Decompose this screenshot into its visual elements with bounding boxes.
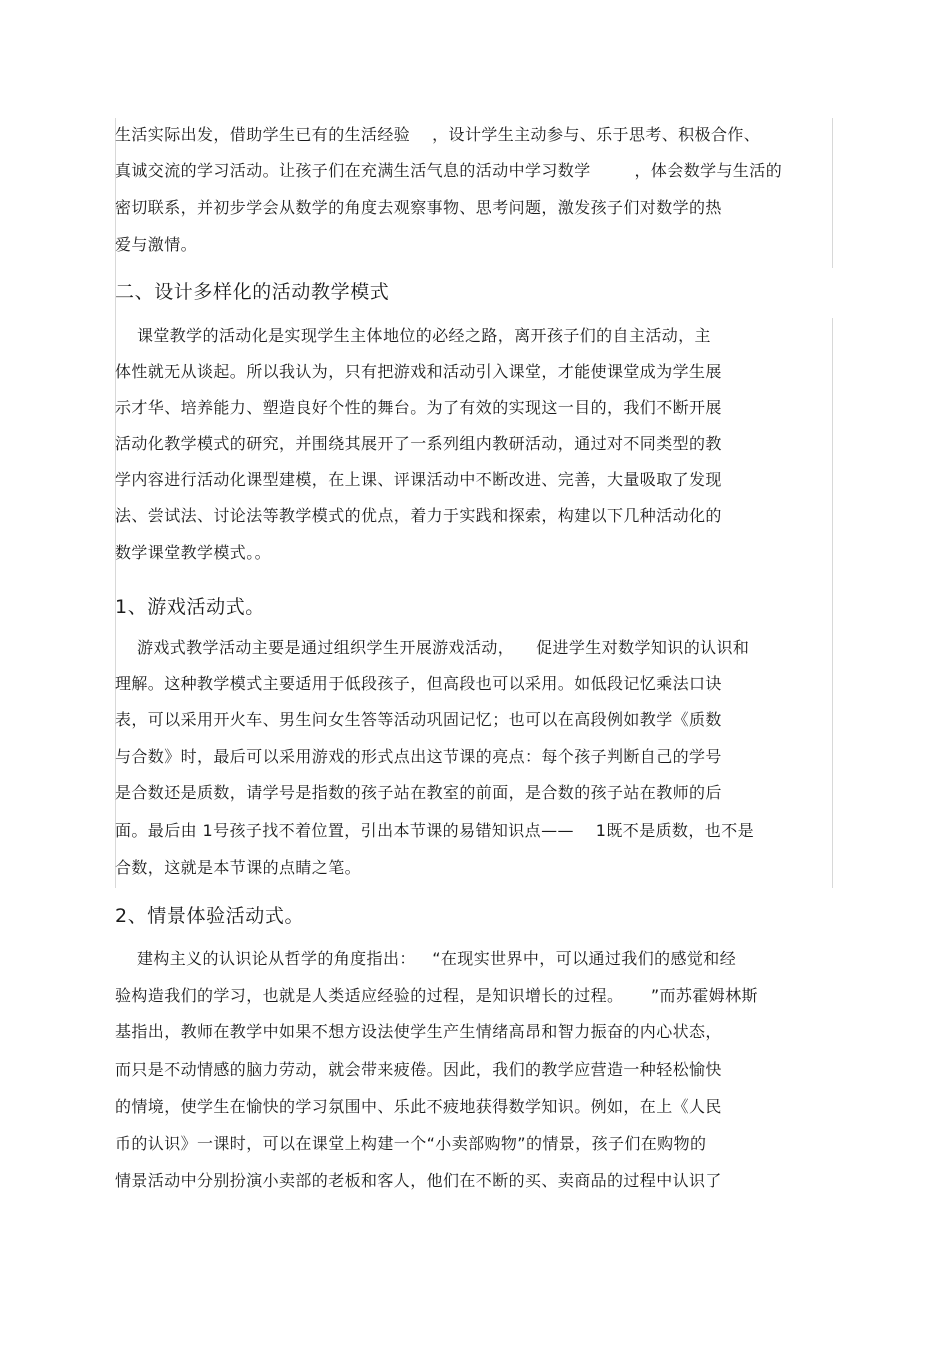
intro-line: 真诚交流的学习活动。让孩子们在充满生活气息的活动中学习数学 ，体会数学与生活的 [115,161,783,180]
intro-line: 密切联系，并初步学会从数学的角度去观察事物、思考问题，激发孩子们对数学的热 [115,198,722,217]
paragraph-line: 合数，这就是本节课的点睛之笔。 [115,858,362,877]
paragraph-line: 建构主义的认识论从哲学的角度指出： “在现实世界中，可以通过我们的感觉和经 [115,949,737,968]
intro-line: 爱与激情。 [115,235,198,254]
paragraph-line: 是合数还是质数，请学号是指数的孩子站在教室的前面，是合数的孩子站在教师的后 [115,783,722,802]
paragraph-line: 示才华、培养能力、塑造良好个性的舞台。为了有效的实现这一目的，我们不断开展 [115,398,722,417]
paragraph-line: 验构造我们的学习，也就是人类适应经验的过程，是知识增长的过程。 ”而苏霍姆林斯 [115,986,758,1005]
page-edge-line [832,318,833,888]
paragraph-line: 基指出，教师在教学中如果不想方设法使学生产生情绪高昂和智力振奋的内心状态， [115,1022,722,1041]
paragraph-line: 与合数》时，最后可以采用游戏的形式点出这节课的亮点：每个孩子判断自己的学号 [115,747,722,766]
intro-line: 生活实际出发，借助学生已有的生活经验 ，设计学生主动参与、乐于思考、积极合作、 [115,125,761,144]
paragraph-line: 理解。这种教学模式主要适用于低段孩子，但高段也可以采用。如低段记忆乘法口诀 [115,674,722,693]
paragraph-line: 法、尝试法、讨论法等教学模式的优点，着力于实践和探索，构建以下几种活动化的 [115,506,722,525]
paragraph-line: 体性就无从谈起。所以我认为，只有把游戏和活动引入课堂，才能使课堂成为学生展 [115,362,722,381]
page-edge-line [832,118,833,268]
paragraph-line: 课堂教学的活动化是实现学生主体地位的必经之路，离开孩子们的自主活动，主 [115,326,711,345]
paragraph-line: 表，可以采用开火车、男生问女生答等活动巩固记忆；也可以在高段例如教学《质数 [115,710,722,729]
paragraph-line: 数学课堂教学模式。。 [115,543,272,562]
paragraph-line: 而只是不动情感的脑力劳动，就会带来疲倦。因此，我们的教学应营造一种轻松愉快 [115,1060,722,1079]
paragraph-line: 活动化教学模式的研究，并围绕其展开了一系列组内教研活动，通过对不同类型的教 [115,434,722,453]
paragraph-line: 学内容进行活动化课型建模，在上课、评课活动中不断改进、完善，大量吸取了发现 [115,470,722,489]
subsection-heading: 2、情景体验活动式。 [115,905,305,927]
paragraph-line: 情景活动中分别扮演小卖部的老板和客人，他们在不断的买、卖商品的过程中认识了 [115,1171,722,1190]
paragraph-line: 面。最后由 1号孩子找不着位置，引出本节课的易错知识点—— 1既不是质数，也不是 [115,821,754,840]
paragraph-line: 币的认识》一课时，可以在课堂上构建一个“小卖部购物”的情景，孩子们在购物的 [115,1134,707,1153]
paragraph-line: 的情境，使学生在愉快的学习氛围中、乐此不疲地获得数学知识。例如，在上《人民 [115,1097,722,1116]
paragraph-line: 游戏式教学活动主要是通过组织学生开展游戏活动， 促进学生对数学知识的认识和 [115,638,750,657]
subsection-heading: 1、游戏活动式。 [115,596,265,618]
section-heading: 二、设计多样化的活动教学模式 [115,281,390,303]
